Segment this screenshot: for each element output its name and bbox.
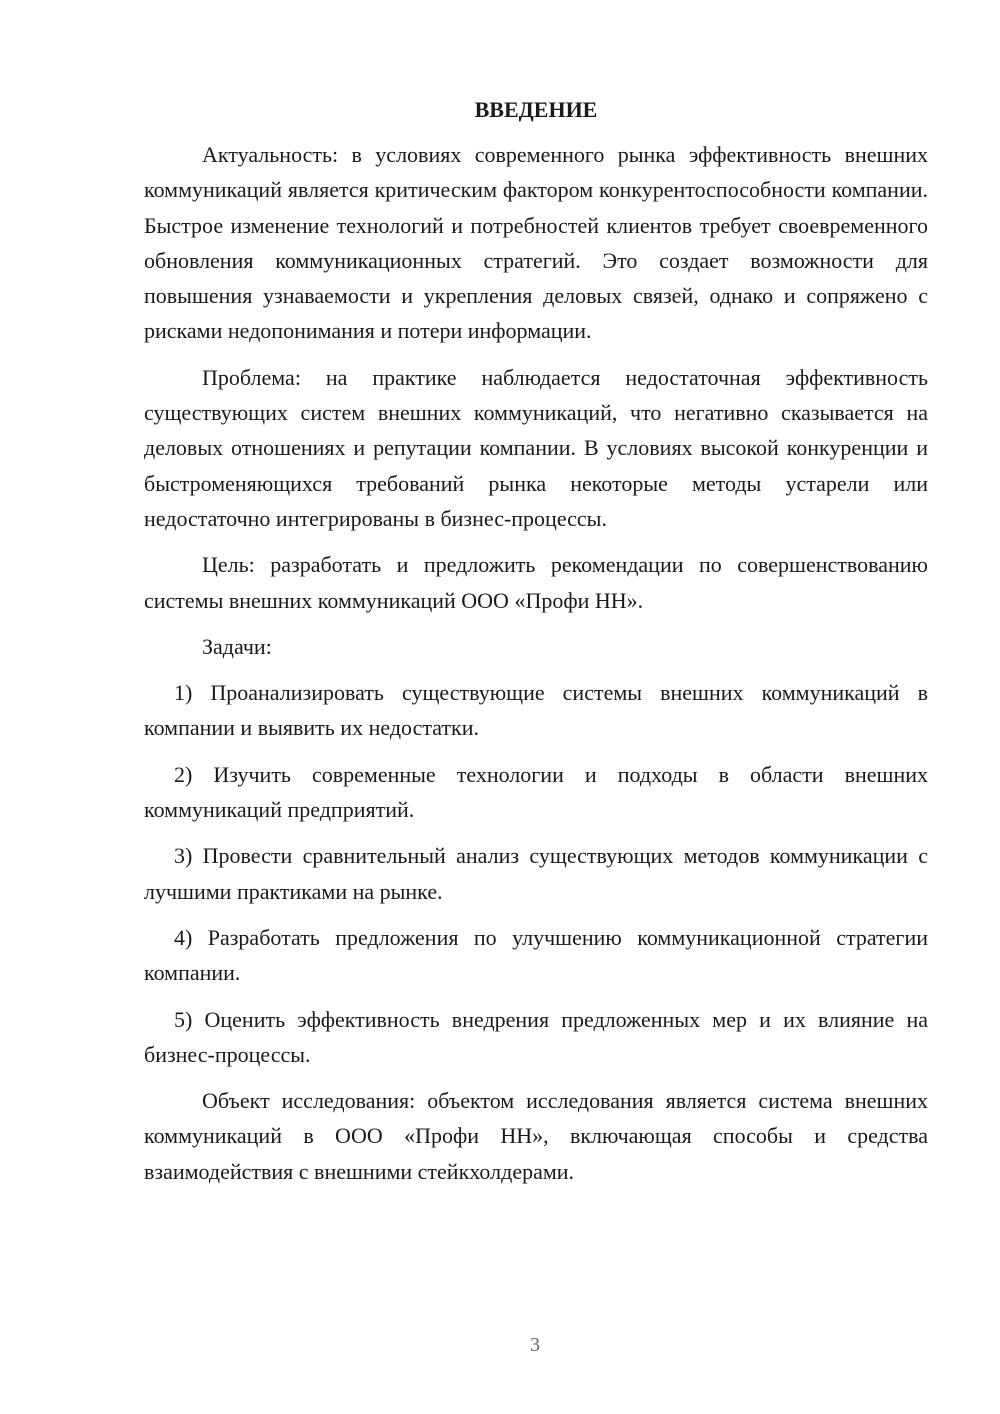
page-number: 3: [530, 1334, 540, 1356]
page-title: ВВЕДЕНИЕ: [474, 97, 598, 122]
task-item-3: 3) Провести сравнительный анализ существующих методов коммуникации с лучшими практиками на рынке.: [144, 843, 928, 904]
object-paragraph: Объект исследования: объектом исследования является система внешних коммуникаций в ООО «Профи НН», включающая способы и средства взаимодействия с внешними стейкхолдерами.: [144, 1088, 928, 1184]
task-item-2: 2) Изучить современные технологии и подходы в области внешних коммуникаций предприятий.: [144, 761, 928, 823]
problem-paragraph: Проблема: на практике наблюдается недостаточная эффективность существующих систем внешних коммуникаций, что негативно сказывается на деловых отношениях и репутации компании. В условиях высокой конкуренции и быстроменяющихся требований рынка некоторые методы устарели или недостаточно интегрированы в бизнес-процессы.: [144, 364, 928, 531]
task-item-1: 1) Проанализировать существующие системы внешних коммуникаций в компании и выявить их недостатки.: [144, 680, 928, 741]
relevance-paragraph: Актуальность: в условиях современного рынка эффективность внешних коммуникаций является критическим фактором конкурентоспособности компании. Быстрое изменение технологий и потребностей клиентов требует своевременного обновления коммуникационных стратегий. Это создает возможности для повышения узнаваемости и укрепления деловых связей, однако и сопряжено с рисками недопонимания и потери информации.: [144, 142, 928, 344]
task-item-4: 4) Разработать предложения по улучшению коммуникационной стратегии компании.: [144, 924, 928, 986]
goal-paragraph: Цель: разработать и предложить рекомендации по совершенствованию системы внешних коммуникаций ООО «Профи НН».: [144, 552, 928, 613]
task-item-5: 5) Оценить эффективность внедрения предложенных мер и их влияние на бизнес-процессы.: [144, 1006, 928, 1067]
tasks-label: Задачи:: [202, 633, 272, 659]
page-content: [144, 95, 928, 1200]
